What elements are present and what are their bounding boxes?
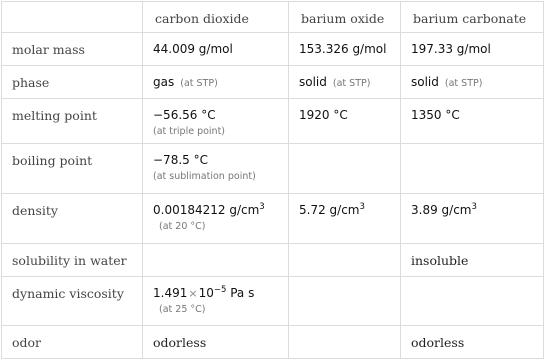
row-molar-mass (2, 33, 544, 66)
row-label: phase (2, 66, 143, 99)
condition-note: (at STP) (180, 78, 218, 89)
header-barium-oxide: barium oxide (289, 2, 401, 33)
condition-note: (at STP) (444, 78, 483, 89)
cell-bao-melting-point: 1920 °C (289, 99, 401, 144)
header-carbon-dioxide: carbon dioxide (143, 2, 289, 33)
properties-table (1, 1, 544, 359)
exponent: 3 (359, 202, 365, 212)
row-label: melting point (2, 99, 143, 144)
row-phase (2, 66, 544, 99)
cell-baco3-melting-point: 1350 °C (401, 99, 544, 144)
cell-bao-solubility (289, 244, 401, 277)
cell-co2-density (143, 194, 289, 244)
unit: Pa s (226, 286, 255, 300)
condition-note: (at STP) (332, 78, 371, 89)
cell-co2-solubility (143, 244, 289, 277)
row-boiling-point (2, 144, 544, 194)
value: −78.5 °C (153, 153, 208, 167)
cell-baco3-phase (401, 66, 544, 99)
value: −56.56 °C (153, 108, 216, 122)
cell-bao-density (289, 194, 401, 244)
cell-co2-odor: odorless (143, 326, 289, 359)
value: 3.89 g/cm (411, 203, 472, 217)
row-density (2, 194, 544, 244)
cell-bao-phase (289, 66, 401, 99)
cell-baco3-viscosity (401, 277, 544, 326)
condition-note: (at 25 °C) (159, 304, 206, 315)
cell-bao-viscosity (289, 277, 401, 326)
cell-co2-phase (143, 66, 289, 99)
row-label: molar mass (2, 33, 143, 66)
cell-baco3-solubility: insoluble (401, 244, 544, 277)
value: gas (153, 75, 175, 89)
row-odor (2, 326, 544, 359)
cell-co2-boiling-point (143, 144, 289, 194)
row-melting-point (2, 99, 544, 144)
exponent: −5 (213, 285, 227, 295)
condition-note: (at 20 °C) (159, 221, 206, 232)
value: 0.00184212 g/cm (153, 203, 260, 217)
condition-note: (at sublimation point) (153, 171, 256, 182)
header-row (2, 2, 544, 33)
row-label: boiling point (2, 144, 143, 194)
row-solubility (2, 244, 544, 277)
row-label: odor (2, 326, 143, 359)
times-sign: × (188, 287, 198, 300)
cell-baco3-boiling-point (401, 144, 544, 194)
condition-note: (at triple point) (153, 126, 226, 137)
exponent: 3 (259, 202, 265, 212)
row-viscosity (2, 277, 544, 326)
cell-bao-odor (289, 326, 401, 359)
cell-baco3-density (401, 194, 544, 244)
base: 10 (198, 286, 214, 300)
value: solid (299, 75, 327, 89)
header-barium-carbonate: barium carbonate (401, 2, 544, 33)
mantissa: 1.491 (153, 286, 188, 300)
row-label: solubility in water (2, 244, 143, 277)
cell-co2-melting-point (143, 99, 289, 144)
value: solid (411, 75, 439, 89)
row-label: dynamic viscosity (2, 277, 143, 326)
cell-co2-viscosity (143, 277, 289, 326)
exponent: 3 (471, 202, 477, 212)
header-empty (2, 2, 143, 33)
cell-baco3-odor: odorless (401, 326, 544, 359)
cell-baco3-molar-mass: 197.33 g/mol (401, 33, 544, 66)
cell-co2-molar-mass: 44.009 g/mol (143, 33, 289, 66)
row-label: density (2, 194, 143, 244)
value: 5.72 g/cm (299, 203, 360, 217)
cell-bao-boiling-point (289, 144, 401, 194)
cell-bao-molar-mass: 153.326 g/mol (289, 33, 401, 66)
